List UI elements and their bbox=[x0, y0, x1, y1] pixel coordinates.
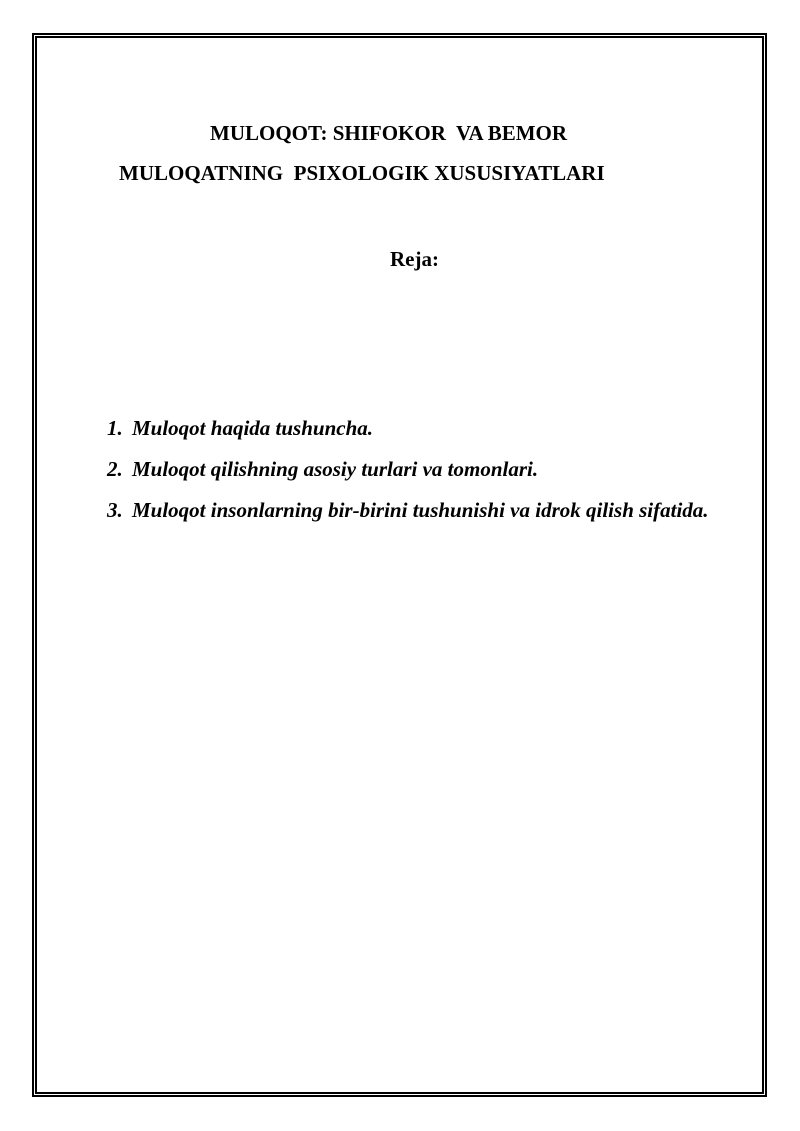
document-title-line-2: MULOQATNING PSIXOLOGIK XUSUSIYATLARI bbox=[119, 161, 605, 185]
plan-item-number: 3. bbox=[107, 498, 123, 522]
plan-item-text: Muloqot qilishning asosiy turlari va tomonlari. bbox=[132, 457, 539, 481]
plan-item-text: Muloqot insonlarning bir-birini tushunishi va idrok qilish sifatida. bbox=[132, 498, 709, 522]
plan-item-number: 1. bbox=[107, 416, 123, 440]
page-border bbox=[32, 33, 767, 1097]
plan-item-3 bbox=[107, 490, 723, 531]
plan-item-number: 2. bbox=[107, 457, 123, 481]
plan-item-2 bbox=[107, 449, 723, 490]
plan-heading: Reja: bbox=[390, 247, 439, 271]
document-title-line-1: MULOQOT: SHIFOKOR VA BEMOR bbox=[210, 121, 568, 145]
plan-list bbox=[107, 408, 723, 531]
plan-item-text: Muloqot haqida tushuncha. bbox=[132, 416, 374, 440]
plan-item-1 bbox=[107, 408, 723, 449]
